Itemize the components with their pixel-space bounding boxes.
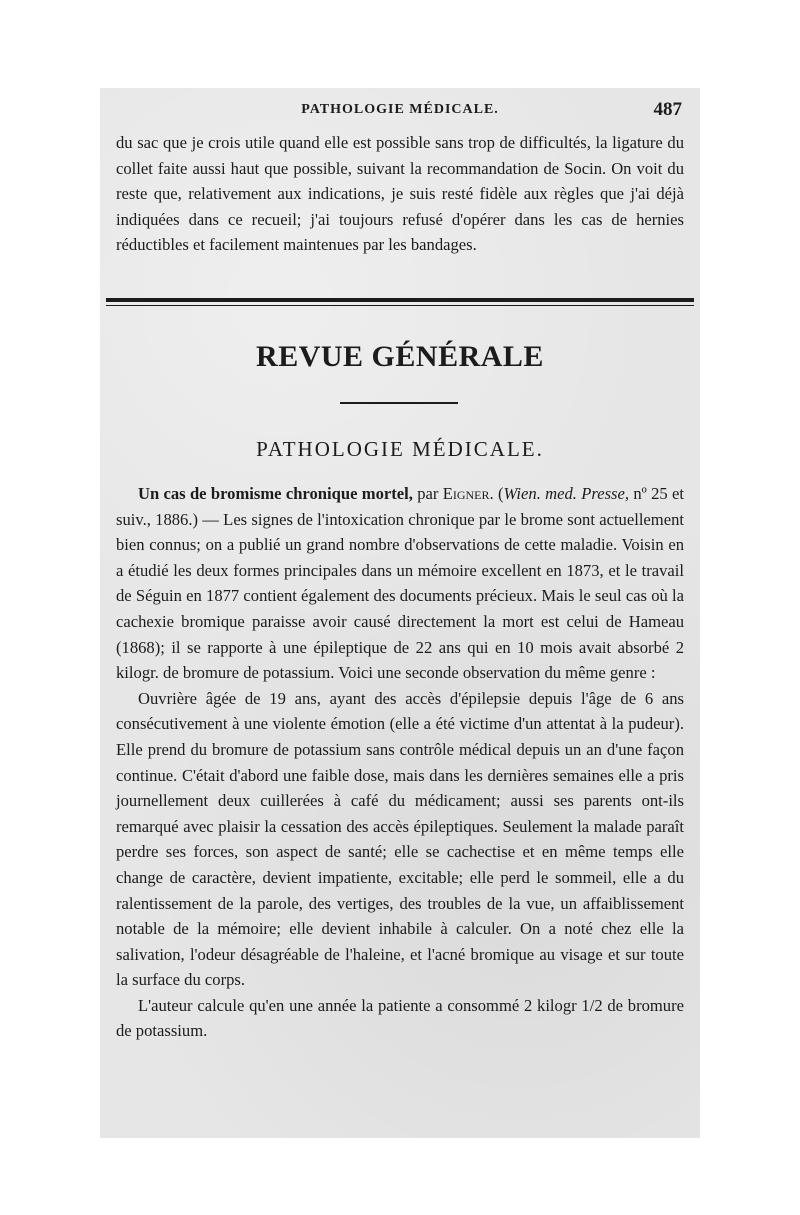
section-rule-thick (106, 298, 694, 302)
section-underline (340, 402, 458, 404)
section-rule-thin (106, 305, 694, 306)
article-journal: Wien. med. Presse, (503, 484, 630, 503)
running-title: PATHOLOGIE MÉDICALE. (301, 102, 499, 117)
article-headline: Un cas de bromisme chronique mortel, (138, 484, 413, 503)
continued-paragraph: du sac que je crois utile quand elle est possible sans trop de difficultés, la ligature du collet faite aussi haut que possible, suivant la recommandation de Socin. On voit du reste que, relativement aux indications, je suis resté fidèle aux règles que j'ai déjà indiquées dans ce recueil; j'ai toujours refusé d'opérer dans les cas de hernies réductibles et facilement maintenues par les bandages. (116, 133, 684, 255)
section-title: REVUE GÉNÉRALE (256, 340, 544, 373)
book-page (100, 88, 700, 1138)
subsection-title: PATHOLOGIE MÉDICALE. (256, 437, 544, 461)
page-number: 487 (653, 99, 682, 120)
article-by: par (412, 484, 443, 503)
running-head (100, 99, 700, 124)
article-source-open: . ( (489, 484, 504, 503)
article-author: Eigner (442, 484, 490, 503)
article-paragraph-1-text: — Les signes de l'intoxication chronique par le brome sont actuellement bien connus; on a publié un grand nombre d'observations de cette maladie. Voisin en a étudié les deux formes principales dans un mémoire excellent en 1873, et le travail de Séguin en 1877 contient également des documents précieux. Mais le seul cas où la cachexie bromique paraisse avoir causé directement la mort est celui de Hameau (1868); il se rapporte à une épileptique de 22 ans qui en 10 mois avait absorbé 2 kilogr. de bromure de potassium. Voici une seconde observation du même genre : (116, 509, 684, 683)
article-citation: nº 25 et suiv., 1886.) (116, 484, 684, 529)
article-paragraph-3: L'auteur calcule qu'en une année la patiente a consommé 2 kilogr 1/2 de bromure de potassium. (116, 995, 684, 1041)
article-body (116, 481, 684, 1044)
article-paragraph-2: Ouvrière âgée de 19 ans, ayant des accès d'épilepsie depuis l'âge de 6 ans consécutivement à une violente émotion (elle a été victime d'un attentat à la pudeur). Elle prend du bromure de potassium sans contrôle médical depuis un an d'une façon continue. C'était d'abord une faible dose, mais dans les dernières semaines elle a pris journellement deux cuillerées à café du médicament; aussi ses parents ont-ils remarqué avec plaisir la cessation des accès épileptiques. Seulement la malade paraît perdre ses forces, son aspect de santé; elle se cachectise et en même temps elle change de caractère, devient impatiente, excitable; elle perd le sommeil, elle a du ralentissement de la parole, des vertiges, des troubles de la vue, un affaiblissement notable de la mémoire; elle devient inhabile à calculer. On a noté chez elle la salivation, l'odeur désagréable de l'haleine, et l'acné bromique au visage et sur toute la surface du corps. (116, 688, 684, 990)
article-paragraph-1 (116, 481, 684, 686)
